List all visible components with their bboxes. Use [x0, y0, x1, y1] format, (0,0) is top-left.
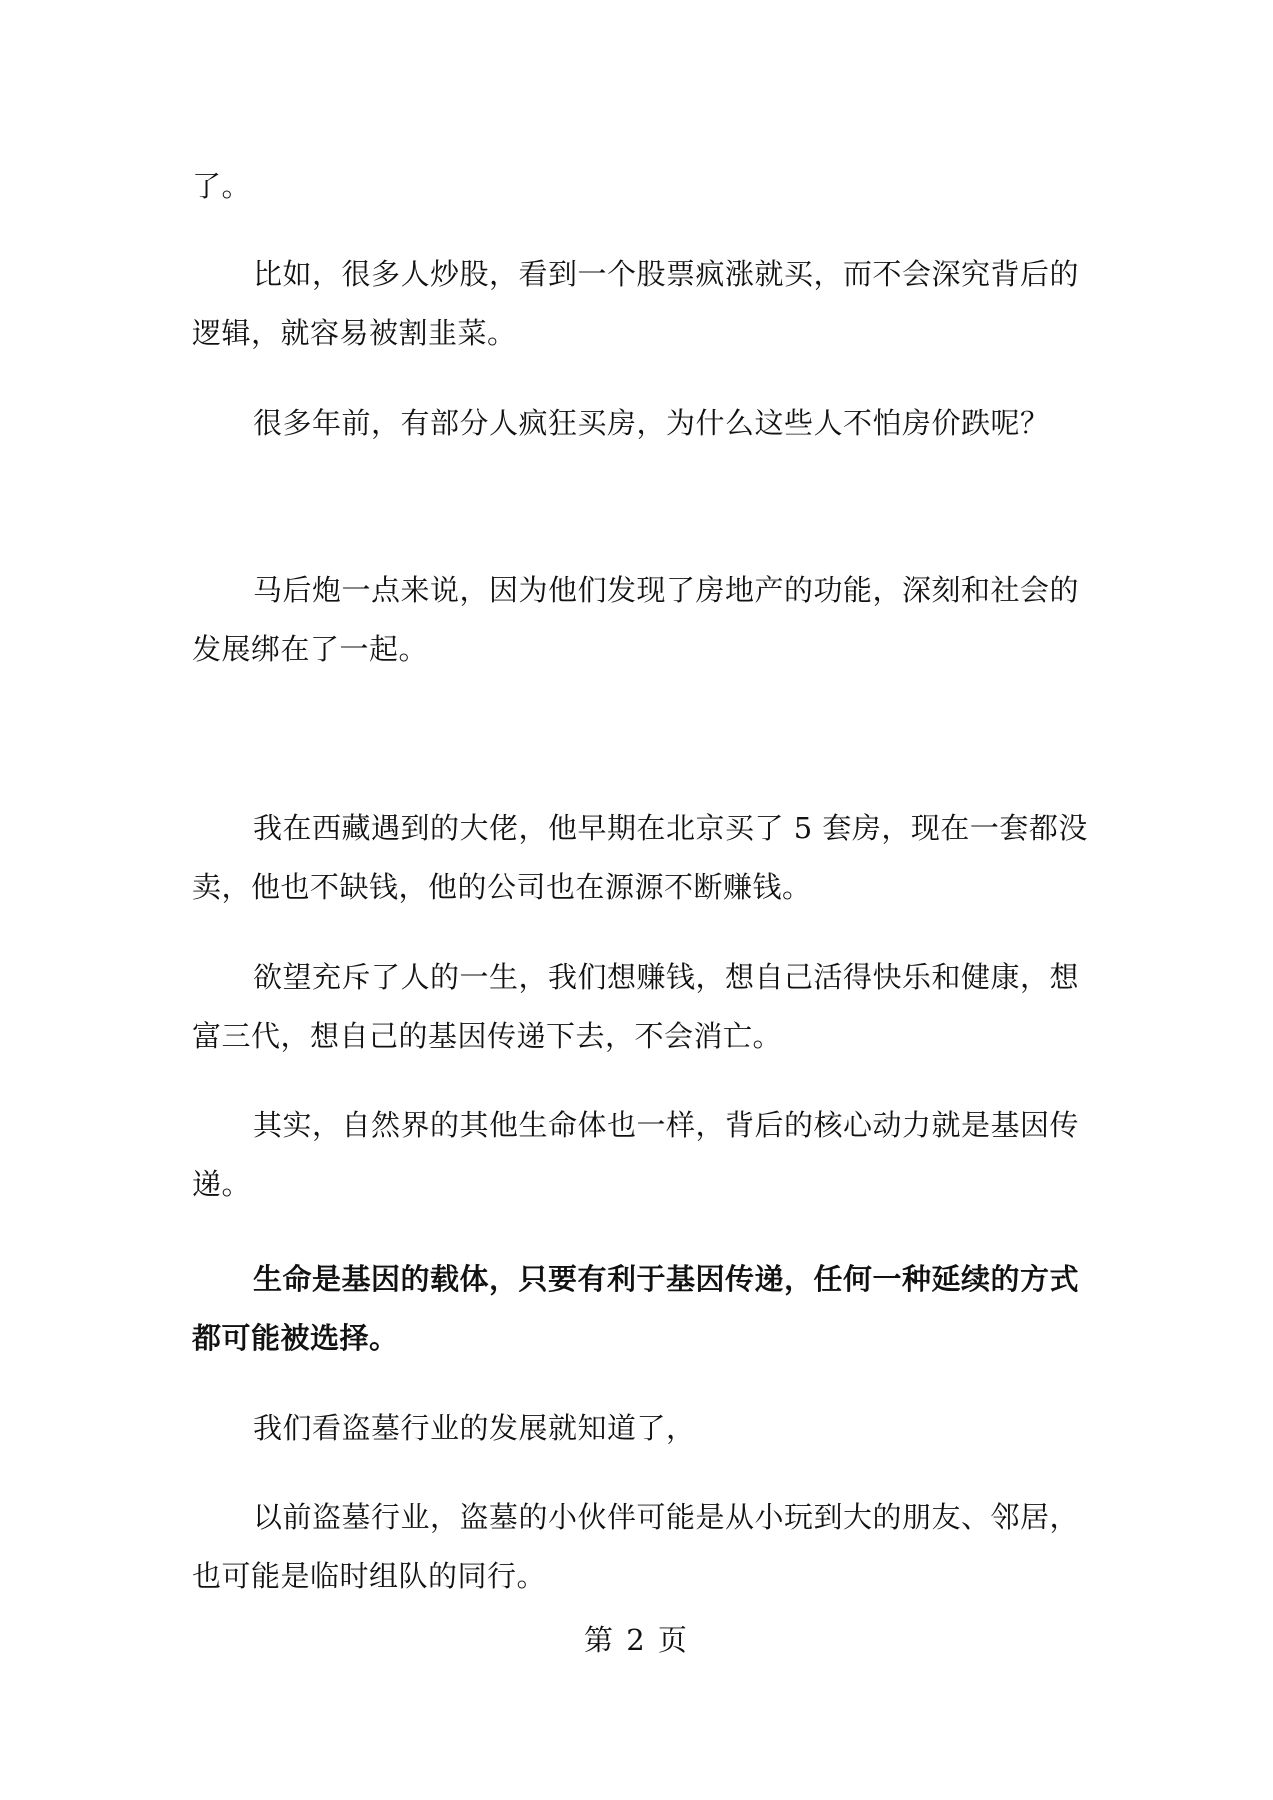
page-number: 第 2 页 — [584, 1623, 689, 1657]
text-line: 欲望充斥了人的一生，我们想赚钱，想自己活得快乐和健康，想 — [253, 960, 1080, 994]
text-line: 比如，很多人炒股，看到一个股票疯涨就买，而不会深究背后的 — [253, 257, 1080, 291]
text-line: 富三代，想自己的基因传递下去，不会消亡。 — [192, 1019, 783, 1053]
text-line: 以前盗墓行业，盗墓的小伙伴可能是从小玩到大的朋友、邻居， — [253, 1500, 1080, 1534]
text-line: 很多年前，有部分人疯狂买房，为什么这些人不怕房价跌呢？ — [253, 406, 1050, 440]
text-line: 了。 — [192, 169, 252, 203]
text-line: 逻辑，就容易被割韭菜。 — [192, 316, 517, 350]
text-line: 我们看盗墓行业的发展就知道了， — [253, 1411, 696, 1445]
text-line: 发展绑在了一起。 — [192, 632, 429, 666]
bold-text-line: 都可能被选择。 — [192, 1321, 399, 1355]
text-line: 我在西藏遇到的大佬，他早期在北京买了 5 套房，现在一套都没 — [253, 811, 1088, 845]
text-line: 其实，自然界的其他生命体也一样，背后的核心动力就是基因传 — [253, 1108, 1080, 1142]
text-line: 递。 — [192, 1167, 252, 1201]
bold-text-line: 生命是基因的载体，只要有利于基因传递，任何一种延续的方式 — [253, 1262, 1080, 1296]
text-line: 也可能是临时组队的同行。 — [192, 1559, 547, 1593]
text-line: 卖，他也不缺钱，他的公司也在源源不断赚钱。 — [192, 870, 812, 904]
text-line: 马后炮一点来说，因为他们发现了房地产的功能，深刻和社会的 — [253, 573, 1080, 607]
